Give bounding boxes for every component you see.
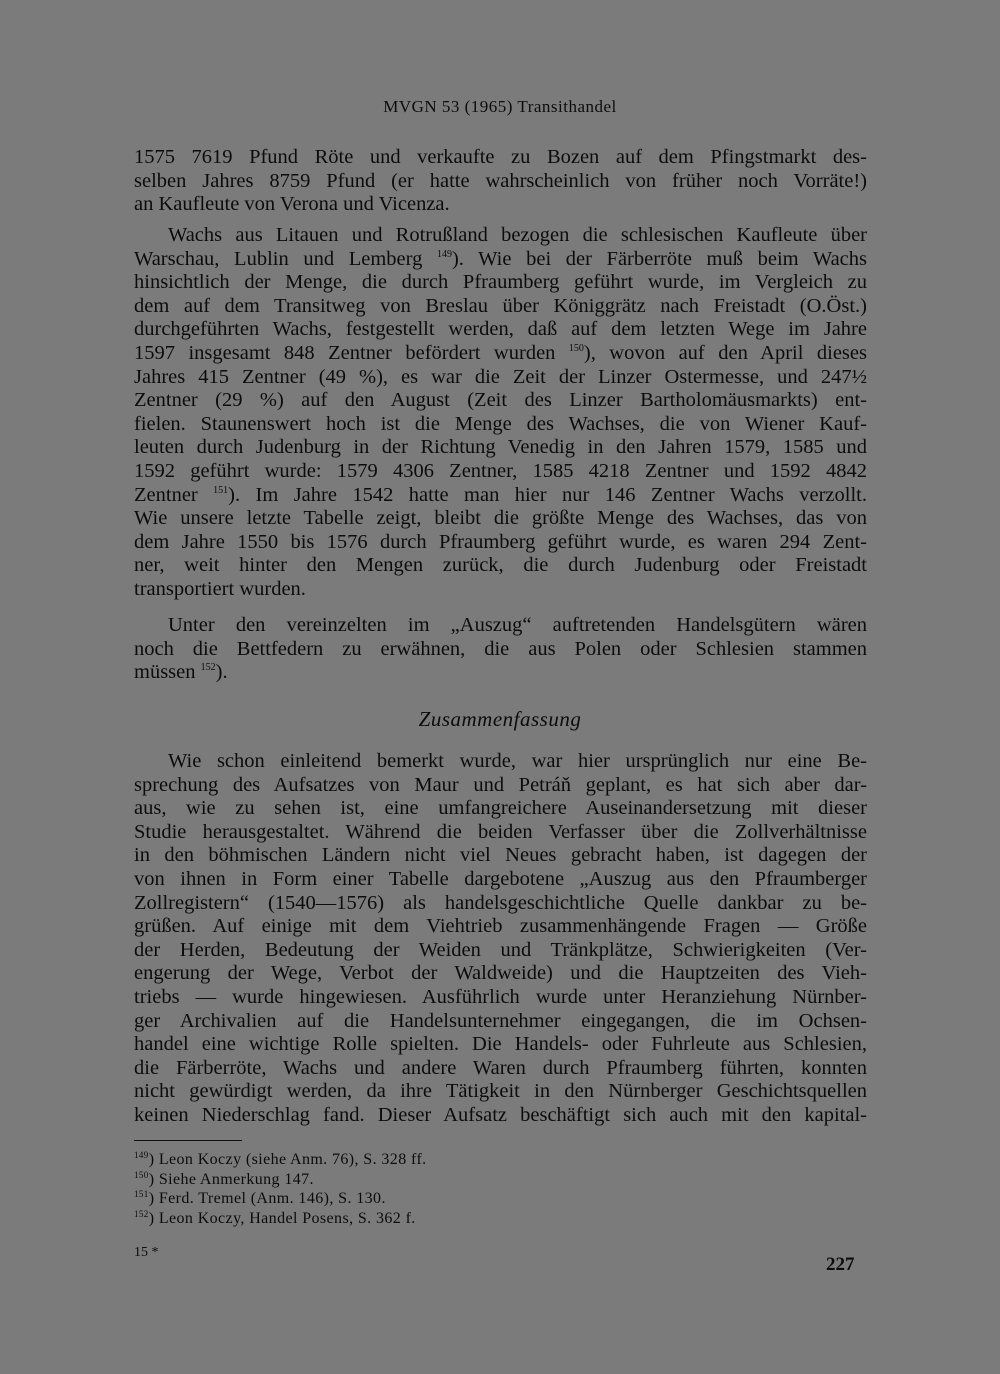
text-line: selben Jahres 8759 Pfund (er hatte wahrscheinlich von früher noch Vorräte!) bbox=[134, 169, 867, 192]
text-line: müssen $^{152}$). bbox=[134, 661, 228, 684]
text-line: 1597 insgesamt 848 Zentner befördert wurden $^{150}$), wovon auf den April dieses bbox=[134, 341, 867, 364]
text-line: Wie unsere letzte Tabelle zeigt, bleibt die größte Menge des Wachses, das von bbox=[134, 507, 867, 530]
text-line: Studie herausgestaltet. Während die beiden Verfasser über die Zollverhältnisse bbox=[134, 820, 867, 843]
text-line: durchgeführten Wachs, festgestellt werden, daß auf dem letzten Wege im Jahre bbox=[134, 318, 867, 341]
text-line: Unter den vereinzelten im „Auszug“ auftretenden Handelsgütern wären bbox=[168, 614, 867, 636]
text-line: von ihnen in Form einer Tabelle dargebotene „Auszug aus den Pfraumberger bbox=[134, 867, 867, 890]
footnote: $^{150}$) Siehe Anmerkung 147. bbox=[134, 1169, 314, 1188]
text-line: dem Jahre 1550 bis 1576 durch Pfraumberg geführt wurde, es waren 294 Zent- bbox=[134, 530, 867, 553]
text-line: in den böhmischen Ländern nicht viel Neues gebracht haben, ist dagegen der bbox=[134, 844, 867, 867]
page-number: 227 bbox=[826, 1254, 855, 1275]
text-line: Zentner (29 %) auf den August (Zeit des Linzer Bartholomäusmarkts) ent- bbox=[134, 389, 867, 412]
text-line: die Färberröte, Wachs und andere Waren durch Pfraumberg führten, konnten bbox=[134, 1056, 867, 1079]
text-line: 1592 geführt wurde: 1579 4306 Zentner, 1585 4218 Zentner und 1592 4842 bbox=[134, 459, 867, 482]
text-line: Zollregistern“ (1540—1576) als handelsgeschichtliche Quelle dankbar zu be- bbox=[134, 891, 867, 914]
text-line: sprechung des Aufsatzes von Maur und Petráň geplant, es hat sich aber dar- bbox=[134, 773, 867, 796]
text-line: aus, wie zu sehen ist, eine umfangreichere Auseinandersetzung mit dieser bbox=[134, 797, 867, 820]
text-line: triebs — wurde hingewiesen. Ausführlich wurde unter Heranziehung Nürnber- bbox=[134, 985, 867, 1008]
text-line: 1575 7619 Pfund Röte und verkaufte zu Bozen auf dem Pfingstmarkt des- bbox=[134, 146, 867, 168]
text-line: transportiert wurden. bbox=[134, 577, 306, 600]
text-line: Warschau, Lublin und Lemberg $^{149}$). Wie bei der Färberröte muß beim Wachs bbox=[134, 247, 867, 270]
text-line: der Herden, Bedeutung der Weiden und Tränkplätze, Schwierigkeiten (Ver- bbox=[134, 938, 867, 961]
paragraph-bettfedern bbox=[134, 614, 867, 685]
text-line: grüßen. Auf einige mit dem Viehtrieb zusammenhängende Fragen — Größe bbox=[134, 915, 867, 938]
footnotes bbox=[134, 1150, 427, 1228]
text-line: leuten durch Judenburg in der Richtung Venedig in den Jahren 1579, 1585 und bbox=[134, 436, 867, 459]
paragraph-continuation bbox=[134, 146, 867, 217]
footnote-ref: 149 bbox=[436, 248, 452, 260]
paragraph-summary bbox=[134, 750, 867, 1128]
footnote: $^{152}$) Leon Koczy, Handel Posens, S. 362 f. bbox=[134, 1208, 416, 1227]
paragraph-wachs bbox=[134, 224, 867, 602]
text-line: keinen Niederschlag fand. Dieser Aufsatz beschäftigt sich auch mit den kapital- bbox=[134, 1103, 867, 1126]
text-line: ner, weit hinter den Mengen zurück, die durch Judenburg oder Freistadt bbox=[134, 554, 867, 577]
text-line: handel eine wichtige Rolle spielten. Die Handels- oder Fuhrleute aus Schlesien, bbox=[134, 1033, 867, 1056]
signature-mark: 15 * bbox=[134, 1245, 159, 1260]
text-line: ger Archivalien auf die Handelsunternehmer eingegangen, die im Ochsen- bbox=[134, 1009, 867, 1032]
text-line: noch die Bettfedern zu erwähnen, die aus Polen oder Schlesien stammen bbox=[134, 637, 867, 660]
footnote: $^{149}$) Leon Koczy (siehe Anm. 76), S. 328 ff. bbox=[134, 1150, 427, 1168]
text-line: Wie schon einleitend bemerkt wurde, war hier ursprünglich nur eine Be- bbox=[168, 750, 867, 772]
text-line: dem auf dem Transitweg von Breslau über Königgrätz nach Freistadt (O.Öst.) bbox=[134, 294, 867, 317]
footnote-ref: 151 bbox=[213, 484, 229, 496]
text-line: Jahres 415 Zentner (49 %), es war die Zeit der Linzer Ostermesse, und 247½ bbox=[134, 365, 867, 388]
running-head: MVGN 53 (1965) Transithandel bbox=[383, 97, 617, 116]
text-line: engerung der Wege, Verbot der Waldweide) und die Hauptzeiten des Vieh- bbox=[134, 962, 867, 985]
footnote-ref: 152 bbox=[200, 662, 216, 674]
section-title: Zusammenfassung bbox=[418, 707, 582, 731]
footnote-divider bbox=[134, 1140, 242, 1141]
footnote: $^{151}$) Ferd. Tremel (Anm. 146), S. 130. bbox=[134, 1189, 386, 1207]
text-line: Wachs aus Litauen und Rotrußland bezogen die schlesischen Kaufleute über bbox=[168, 224, 867, 246]
text-line: hinsichtlich der Menge, die durch Pfraumberg geführt wurde, im Vergleich zu bbox=[134, 271, 867, 294]
text-line: an Kaufleute von Verona und Vicenza. bbox=[134, 193, 450, 216]
footnote-ref: 150 bbox=[568, 342, 584, 354]
text-line: fielen. Staunenswert hoch ist die Menge des Wachses, die von Wiener Kauf- bbox=[134, 412, 867, 435]
text-line: nicht gewürdigt werden, da ihre Tätigkeit in den Nürnberger Geschichtsquellen bbox=[134, 1080, 867, 1103]
text-line: Zentner $^{151}$). Im Jahre 1542 hatte man hier nur 146 Zentner Wachs verzollt. bbox=[134, 483, 867, 506]
